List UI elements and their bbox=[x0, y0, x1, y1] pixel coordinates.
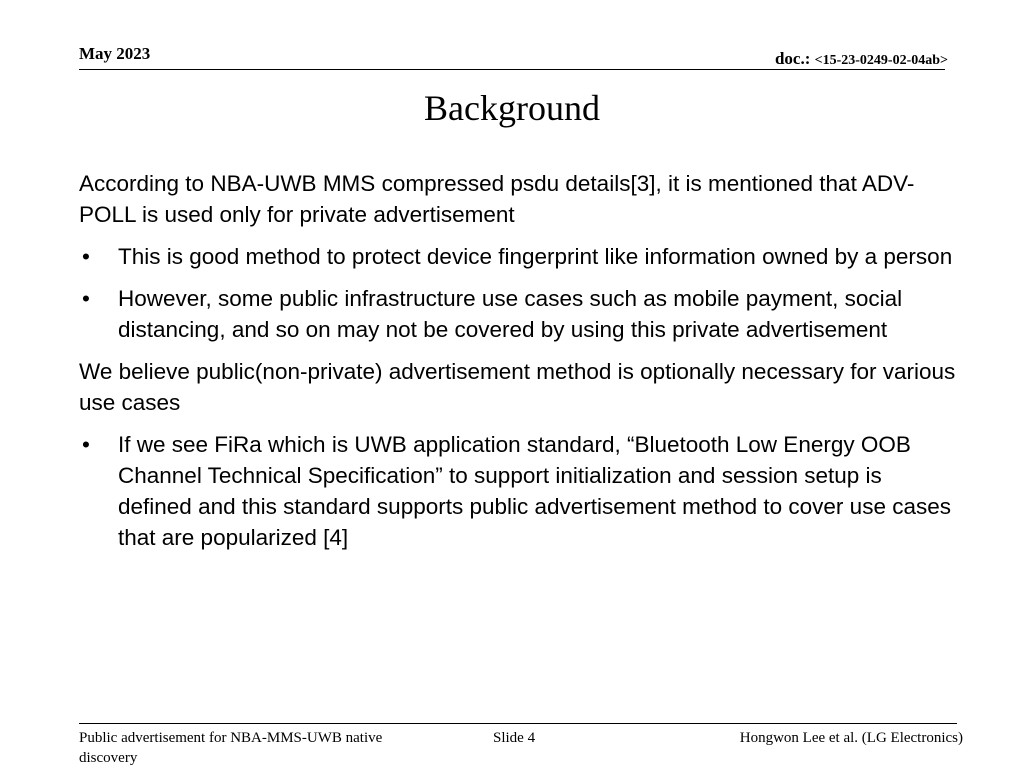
footer-slide-number: Slide 4 bbox=[493, 730, 536, 746]
bullet-text: However, some public infrastructure use cases such as mobile payment, social distancing, and so on may not be covered by using this private advertisement bbox=[118, 286, 903, 342]
bullet-item bbox=[79, 283, 959, 345]
doc-number: <15-23-0249-02-04ab> bbox=[814, 53, 948, 68]
bullet-icon: • bbox=[82, 432, 90, 457]
bullet-item bbox=[79, 241, 959, 272]
bullet-icon: • bbox=[82, 286, 90, 311]
body-paragraph-2: We believe public(non-private) advertisement method is optionally necessary for various use cases bbox=[79, 359, 956, 415]
bullet-icon: • bbox=[82, 244, 90, 269]
body-paragraph-1: According to NBA-UWB MMS compressed psdu details[3], it is mentioned that ADV-POLL is used only for private advertisement bbox=[79, 171, 915, 227]
bullet-text: This is good method to protect device fingerprint like information owned by a person bbox=[118, 244, 953, 269]
slide-title: Background bbox=[424, 88, 600, 128]
bullet-item bbox=[79, 429, 959, 553]
header-divider bbox=[79, 69, 945, 70]
bullet-text: If we see FiRa which is UWB application standard, “Bluetooth Low Energy OOB Channel Technical Specification” to support initialization and session setup is defined and this standard supports public advertisement method to cover use cases that are popularized [4] bbox=[118, 432, 951, 550]
header-date: May 2023 bbox=[79, 44, 151, 63]
slide-body bbox=[79, 168, 959, 564]
header-doc-id bbox=[775, 49, 948, 69]
footer-presentation-title: Public advertisement for NBA-MMS-UWB native discovery bbox=[79, 730, 383, 766]
footer-author: Hongwon Lee et al. (LG Electronics) bbox=[739, 730, 963, 746]
footer-divider bbox=[79, 723, 957, 724]
doc-label: doc.: bbox=[774, 49, 815, 68]
